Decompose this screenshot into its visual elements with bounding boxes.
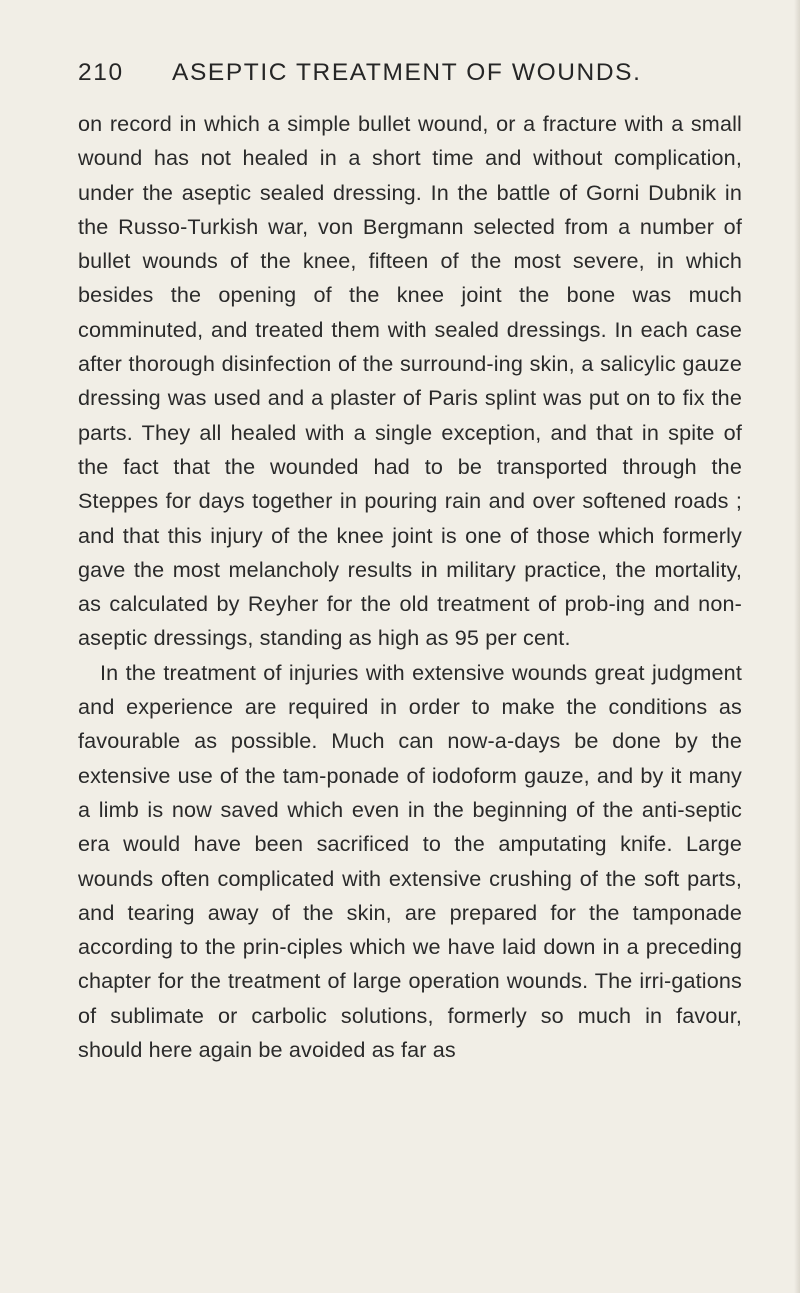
body-text [78, 107, 742, 1067]
page-edge-shadow [794, 0, 800, 1293]
paragraph-continuation: on record in which a simple bullet wound, or a fracture with a small wound has not healed in a short time and without complication, under the aseptic sealed dressing. In the battle of Gorni Dubnik in the Russo-Turkish war, von Bergmann selected from a number of bullet wounds of the knee, fifteen of the most severe, in which besides the opening of the knee joint the bone was much comminuted, and treated them with sealed dressings. In each case after thorough disinfection of the surround-ing skin, a salicylic gauze dressing was used and a plaster of Paris splint was put on to fix the parts. They all healed with a single exception, and that in spite of the fact that the wounded had to be transported through the Steppes for days together in pouring rain and over softened roads ; and that this injury of the knee joint is one of those which formerly gave the most melancholy results in military practice, the mortality, as calculated by Reyher for the old treatment of prob-ing and non-aseptic dressings, standing as high as 95 per cent. [78, 111, 742, 651]
book-page [78, 56, 742, 1067]
page-number: 210 [78, 59, 124, 86]
running-title: ASEPTIC TREATMENT OF WOUNDS. [172, 59, 642, 86]
paragraph-extensive-wounds: In the treatment of injuries with extensive wounds great judgment and experience are required in order to make the conditions as favourable as possible. Much can now-a-days be done by the extensive use of the tam-ponade of iodoform gauze, and by it many a limb is now saved which even in the beginning of the anti-septic era would have been sacrificed to the amputating knife. Large wounds often complicated with extensive crushing of the soft parts, and tearing away of the skin, are prepared for the tamponade according to the prin-ciples which we have laid down in a preceding chapter for the treatment of large operation wounds. The irri-gations of sublimate or carbolic solutions, formerly so much in favour, should here again be avoided as far as [78, 659, 742, 1063]
running-header [78, 56, 742, 90]
